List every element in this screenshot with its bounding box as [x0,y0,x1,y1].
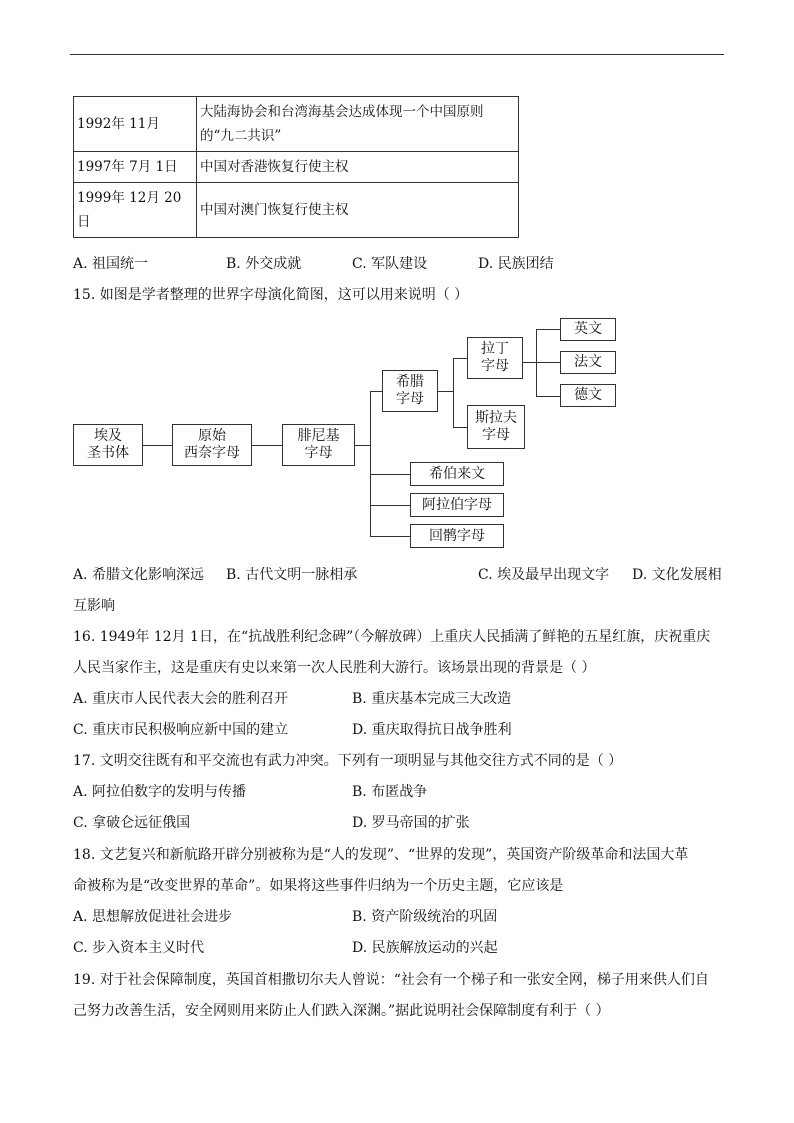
q14-option-d[interactable]: D. 民族团结 [478,256,554,272]
q18-option-d[interactable]: D. 民族解放运动的兴起 [352,940,498,956]
q14-option-a[interactable]: A. 祖国统一 [73,256,149,272]
q16-option-d[interactable]: D. 重庆取得抗日战争胜利 [352,722,512,738]
q17-option-d[interactable]: D. 罗马帝国的扩张 [352,815,470,831]
connector [453,427,467,428]
q16-option-b[interactable]: B. 重庆基本完成三大改造 [352,691,512,707]
connector [370,474,410,475]
node-phoenician: 腓尼基 字母 [282,424,355,466]
events-table [73,96,519,238]
q18-option-a[interactable]: A. 思想解放促进社会进步 [73,909,233,925]
q19-stem-line2: 己努力改善生活，安全网则用来防止人们跌入深渊。”据此说明社会保障制度有利于（ ） [73,1003,610,1019]
q15-option-d-continued: 互影响 [73,598,115,614]
table-row [74,152,519,183]
connector [522,362,536,363]
q14-option-c[interactable]: C. 军队建设 [352,256,428,272]
node-latin: 拉丁 字母 [467,337,523,379]
node-uyghur: 回鹘字母 [410,524,504,548]
connector [370,536,410,537]
connector [251,445,282,446]
table-cell-date: 1999年 12月 20日 [74,183,197,238]
connector [142,445,172,446]
connector [437,391,453,392]
header-rule [70,54,724,55]
connector [453,358,467,359]
table-cell-date: 1992年 11月 [74,97,197,152]
q16-stem-line1: 16. 1949年 12月 1日，在“抗战胜利纪念碑”（今解放碑）上重庆人民插满了鲜艳的五星红旗，庆祝重庆 [73,629,711,645]
q15-option-d[interactable]: D. 文化发展相 [632,567,722,583]
connector [354,445,370,446]
node-french: 法文 [560,351,616,374]
q17-option-c[interactable]: C. 拿破仑远征俄国 [73,815,191,831]
q18-stem-line1: 18. 文艺复兴和新航路开辟分别被称为是“人的发现”、“世界的发现”，英国资产阶级革命和法国大革 [73,847,689,863]
table-cell-date: 1997年 7月 1日 [74,152,197,183]
q16-stem-line2: 人民当家作主，这是重庆有史以来第一次人民胜利大游行。该场景出现的背景是（ ） [73,660,596,676]
connector [453,358,454,427]
q14-option-b[interactable]: B. 外交成就 [226,256,302,272]
node-greek: 希腊 字母 [382,370,438,412]
node-german: 德文 [560,384,616,407]
table-cell-event: 中国对香港恢复行使主权 [197,152,519,183]
table-cell-event: 中国对澳门恢复行使主权 [197,183,519,238]
table-row [74,183,519,238]
q15-stem: 15. 如图是学者整理的世界字母演化简图，这可以用来说明（ ） [73,287,469,303]
connector [536,329,560,330]
q18-stem-line2: 命被称为是“改变世界的革命”。如果将这些事件归纳为一个历史主题，它应该是 [73,878,564,894]
q16-option-a[interactable]: A. 重庆市人民代表大会的胜利召开 [73,691,289,707]
table-cell-event: 大陆海协会和台湾海基会达成体现一个中国原则的“九二共识” [197,97,519,152]
connector [536,362,560,363]
connector [370,391,371,536]
q17-stem: 17. 文明交往既有和平交流也有武力冲突。下列有一项明显与其他交往方式不同的是（ ） [73,753,623,769]
q19-stem-line1: 19. 对于社会保障制度，英国首相撒切尔夫人曾说：“社会有一个梯子和一张安全网，梯子用来供人们自 [73,972,709,988]
node-arabic: 阿拉伯字母 [410,493,504,517]
q15-option-c[interactable]: C. 埃及最早出现文字 [478,567,610,583]
q16-option-c[interactable]: C. 重庆市民积极响应新中国的建立 [73,722,289,738]
q18-option-c[interactable]: C. 步入资本主义时代 [73,940,205,956]
connector [370,391,382,392]
q15-option-b[interactable]: B. 古代文明一脉相承 [226,567,358,583]
connector [370,505,410,506]
q17-option-a[interactable]: A. 阿拉伯数字的发明与传播 [73,784,247,800]
table-row [74,97,519,152]
q15-option-a[interactable]: A. 希腊文化影响深远 [73,567,205,583]
connector [536,396,560,397]
node-english: 英文 [560,318,616,341]
node-hebrew: 希伯来文 [410,462,504,486]
q17-option-b[interactable]: B. 布匿战争 [352,784,428,800]
q18-option-b[interactable]: B. 资产阶级统治的巩固 [352,909,498,925]
node-proto-sinaitic: 原始 西奈字母 [172,424,252,466]
node-egyptian-hieroglyphs: 埃及 圣书体 [73,424,143,466]
node-slavic: 斯拉夫 字母 [467,405,525,449]
